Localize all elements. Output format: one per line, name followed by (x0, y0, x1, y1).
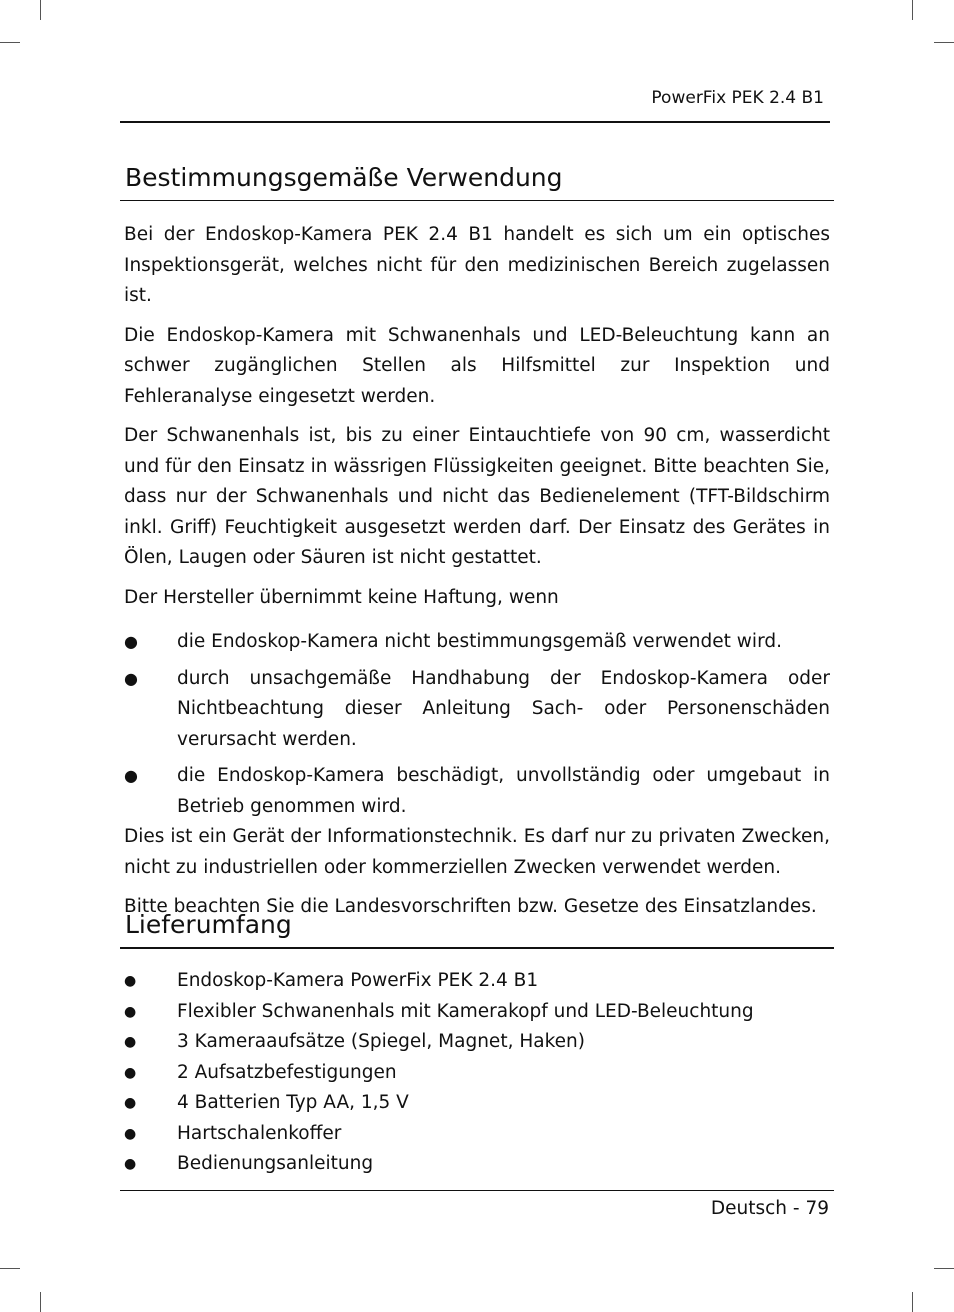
section-rule (120, 947, 834, 949)
list-item-text: 3 Kameraaufsätze (Spiegel, Magnet, Haken) (177, 1031, 585, 1052)
list-item (124, 1027, 830, 1058)
section-body-scope-of-delivery (124, 966, 830, 1180)
list-item-text: Hartschalenkoffer (177, 1122, 342, 1144)
bullet-icon: ● (124, 766, 138, 785)
list-item-text: Endoskop-Kamera PowerFix PEK 2.4 B1 (177, 970, 539, 991)
paragraph: Der Schwanenhals ist, bis zu einer Eintauchtiefe von 90 cm, wasserdicht und für den Einsatz in wässrigen Flüssigkeiten geeignet. Bitte beachten Sie, dass nur der Schwanenhals und nicht das Bedienelement (TFT-Bildschirm inkl. Griff) Feuchtigkeit ausgesetzt werden darf. Der Einsatz des Gerätes in Ölen, Laugen oder Säuren ist nicht gestattet. (124, 425, 830, 568)
paragraph: Bitte beachten Sie die Landesvorschriften bzw. Gesetze des Einsatzlandes. (124, 896, 817, 917)
bullet-icon: ● (124, 1034, 137, 1050)
page-number: Deutsch - 79 (710, 1198, 829, 1219)
list-item-text: 4 Batterien Typ AA, 1,5 V (177, 1092, 409, 1113)
bullet-icon: ● (124, 1156, 137, 1172)
paragraph: Dies ist ein Gerät der Informationstechnik. Es darf nur zu privaten Zwecken, nicht zu industriellen oder kommerziellen Zwecken verwendet werden. (124, 826, 830, 878)
crop-mark (0, 1268, 20, 1269)
section-title-intended-use: Bestimmungsgemäße Verwendung (125, 163, 563, 192)
list-item (124, 1058, 830, 1089)
list-item-text: Bedienungsanleitung (177, 1153, 374, 1174)
list-item (124, 627, 830, 658)
liability-bullet-list (124, 627, 830, 822)
list-item (124, 1149, 830, 1180)
bullet-icon: ● (124, 973, 137, 989)
crop-mark (934, 42, 954, 43)
crop-mark (40, 0, 41, 20)
footer-rule (120, 1190, 834, 1191)
list-item (124, 664, 830, 756)
crop-mark (912, 1292, 913, 1312)
list-item (124, 1119, 830, 1150)
crop-mark (0, 42, 20, 43)
bullet-icon: ● (124, 1064, 137, 1081)
bullet-icon: ● (124, 632, 138, 651)
list-item (124, 761, 830, 822)
bullet-icon: ● (124, 1003, 137, 1020)
list-item (124, 997, 830, 1028)
running-header: PowerFix PEK 2.4 B1 (651, 88, 824, 108)
bullet-icon: ● (124, 1095, 137, 1111)
delivery-items-list (124, 966, 830, 1180)
header-rule (120, 121, 830, 123)
list-item-text: durch unsachgemäße Handhabung der Endoskop-Kamera oder Nichtbeachtung dieser Anleitung Sach- oder Personenschäden verursacht werden. (177, 667, 830, 750)
list-item-text: 2 Aufsatzbefestigungen (177, 1061, 397, 1083)
list-item-text: die Endoskop-Kamera nicht bestimmungsgemäß verwendet wird. (177, 631, 782, 652)
section-body-intended-use (124, 220, 830, 923)
crop-mark (912, 0, 913, 20)
bullet-icon: ● (124, 668, 138, 688)
bullet-icon: ● (124, 1125, 137, 1142)
crop-mark (934, 1268, 954, 1269)
paragraph: Die Endoskop-Kamera mit Schwanenhals und LED-Beleuchtung kann an schwer zugänglichen Stellen als Hilfsmittel zur Inspektion und Fehleranalyse eingesetzt werden. (124, 324, 830, 407)
list-item-text: die Endoskop-Kamera beschädigt, unvollständig oder umgebaut in Betrieb genommen wird. (177, 765, 830, 817)
crop-mark (40, 1292, 41, 1312)
paragraph: Bei der Endoskop-Kamera PEK 2.4 B1 handelt es sich um ein optisches Inspektionsgerät, welches nicht für den medizinischen Bereich zugelassen ist. (124, 224, 830, 306)
list-item (124, 1088, 830, 1119)
list-item (124, 966, 830, 997)
section-rule (120, 200, 834, 201)
list-item-text: Flexibler Schwanenhals mit Kamerakopf und LED-Beleuchtung (177, 1000, 754, 1022)
section-title-scope-of-delivery: Lieferumfang (125, 910, 292, 939)
paragraph: Der Hersteller übernimmt keine Haftung, wenn (124, 586, 559, 608)
